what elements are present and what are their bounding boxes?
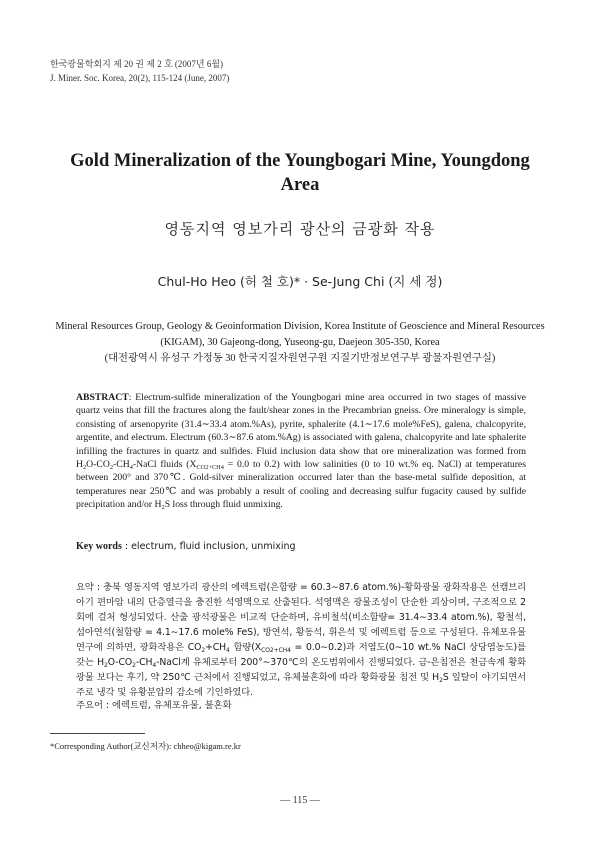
abstract-text: : Electrum-sulfide mineralization of the Youngbogari mine area occurred in two stages of massive quartz veins that fill the fractures along the fault/shear zones in the Precambrian gneiss. Ore mineralogy is simple, consisting of arsenopyrite (31.4∼33.4 atom.%As), pyrite, sphalerite (4.1∼17.6 mole%FeS), galena, chalcopyrite, argentite, and electrum. Electrum (60.3∼87.6 atom.%Ag) is associated with galena, chalcopyrite and late sphalerite infilling the fractures in quartz and sulfides. Fluid inclusion data show that ore mineralization was formed from H	[76, 392, 526, 471]
korean-keywords: 주요어 : 에렉트럼, 유체포유물, 불혼화	[76, 700, 232, 711]
english-keywords	[76, 541, 526, 552]
affiliation-line1: Mineral Resources Group, Geology & Geoinformation Division, Korea Institute of Geoscience and Mineral Resources	[55, 321, 545, 332]
affiliation	[30, 319, 570, 367]
corresponding-author-footnote: *Corresponding Author(교신저자): chheo@kigam.re.kr	[50, 741, 241, 751]
keywords-text: : electrum, fluid inclusion, unmixing	[121, 541, 296, 552]
page-number: — 115 —	[280, 795, 320, 806]
affiliation-korean: (대전광역시 유성구 가정동 30 한국지질자원연구원 지질기반정보연구부 광물자원연구실)	[104, 353, 496, 364]
korean-abstract: 요약 : 충북 영동지역 영보가리 광산의 에렉트럼(은함량 = 60.3∼87.6 atom.%)-황화광물 광화작용은 선캠브리아기 편마암 내의 단층열극을 충진한 석영맥으로 산출된다. 석영맥은 광물조성이 단순한 괴상이며, 구조적으로 2회에 걸처 형성되었다. 산출 광석광물은 비교적 단순하며, 유비철석(비소함량= 31.4∼33.4 atom.%), 황철석, 섬아연석(철함량 = 4.1∼17.6 mole% FeS), 방연석, 황동석, 휘은석 및 에렉트럼 등으로 구성된다. 유체포유물연구에 의하면, 광화작용은 $CO_2+CH_4$ 함량($X_{CO2+CH4}$ = 0.0∼0.2)과 저염도(0∼10 wt.% NaCl 상당염농도)를 갖는 $H_2O-CO_2-CH_4$-NaCl계 유체로부터 200°∼370℃의 온도범위에서 진행되었다. 금-은침전은 천금속계 황화광물 보다는 후기, 약 250℃ 근처에서 진행되었고, 유체불혼화에 따라 황화광물 침전 및 $H_2S$ 일탈이 야기되면서 주로 냉각 및 유황분압의 감소에 기인하였다.	[76, 582, 526, 698]
english-abstract: ABSTRACT: Electrum-sulfide mineralization of the Youngbogari mine area occurred in two stages of massive quartz veins that fill the fractures along the fault/shear zones in the Precambrian gneiss. Ore mineralogy is simple, consisting of arsenopyrite (31.4∼33.4 atom.%As), pyrite, sphalerite (4.1∼17.6 mole%FeS), galena, chalcopyrite, argentite, and electrum. Electrum (60.3∼87.6 atom.%Ag) is associated with galena, chalcopyrite and late sphalerite infilling the fractures in quartz and sulfides. Fluid inclusion data show that ore mineralization was formed from $H_2O-CO_2-CH_4$-NaCl fluids ($X_{CO2+CH4} = 0.0$ to 0.2) with low salinities (0 to 10 wt.% eq. NaCl) at temperatures between 200° and 370℃. Gold-silver mineralization occurred later than the base-metal sulfide deposition, at temperatures near 250℃ and was probably a result of cooling and decreasing sulfur fugacity caused by sulfide precipitation and/or $H_2S$ loss through fluid unmixing.	[76, 392, 526, 512]
keywords-label: Key words	[76, 541, 122, 552]
journal-header-korean: 한국광물학회지 제 20 권 제 2 호 (2007년 6월)	[50, 59, 224, 69]
paper-title-line1: Gold Mineralization of the Youngbogari Mine, Youngdong	[70, 151, 530, 171]
korean-title: 영동지역 영보가리 광산의 금광화 작용	[164, 220, 436, 238]
affiliation-line2: (KIGAM), 30 Gajeong-dong, Yuseong-gu, Daejeon 305-350, Korea	[160, 337, 440, 348]
journal-header	[50, 57, 229, 85]
footnote-divider	[50, 733, 145, 734]
author-list: Chul-Ho Heo (허 철 호)* · Se-Jung Chi (지 세 정)	[157, 274, 443, 289]
abstract-label: ABSTRACT	[76, 392, 129, 403]
paper-title-line2: Area	[280, 175, 320, 195]
paper-title	[40, 149, 560, 197]
journal-header-english: J. Miner. Soc. Korea, 20(2), 115-124 (June, 2007)	[50, 73, 230, 83]
